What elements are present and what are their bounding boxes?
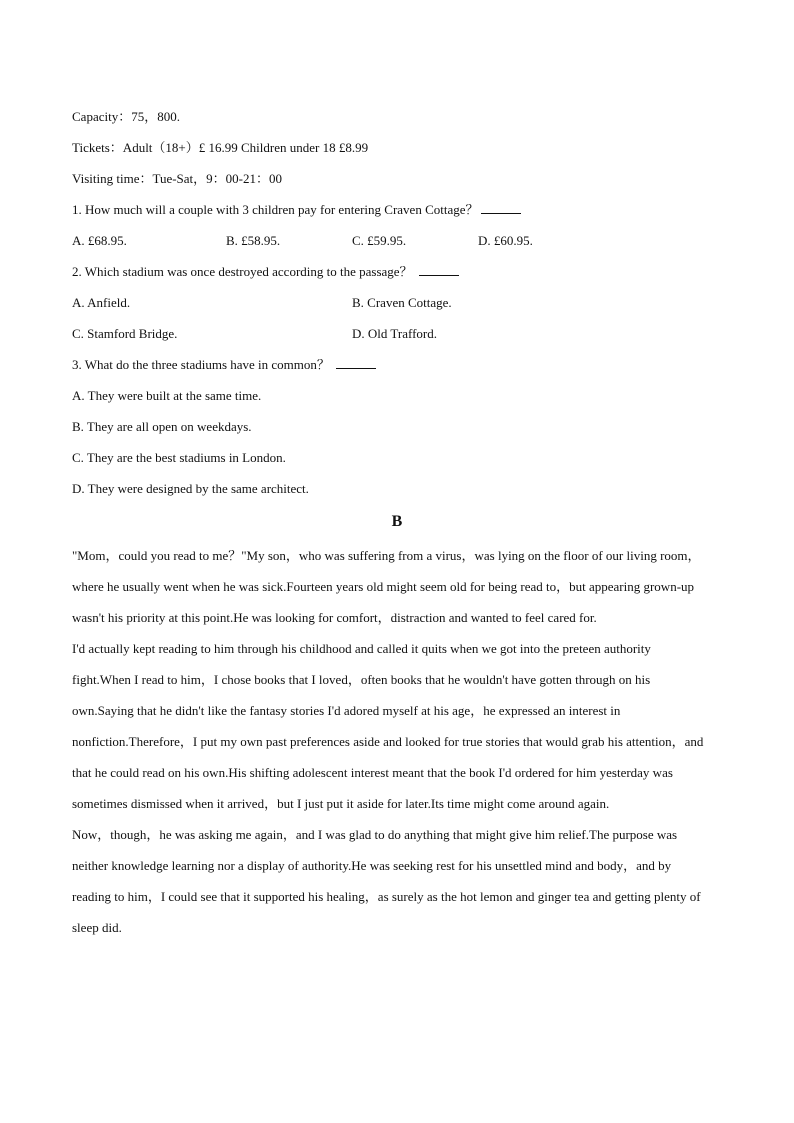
document-page [72, 101, 712, 943]
question-1-option-b: B. £58.95. [226, 233, 281, 248]
answer-blank [481, 201, 521, 214]
question-2-stem [72, 256, 712, 287]
question-1-stem [72, 194, 712, 225]
question-3-option-a: A. They were built at the same time. [72, 388, 262, 403]
answer-blank [336, 356, 376, 369]
question-1-option-a: A. £68.95. [72, 233, 127, 248]
question-3-option-b: B. They are all open on weekdays. [72, 419, 252, 434]
question-2-option-a: A. Anfield. [72, 295, 131, 310]
question-2-option-d: D. Old Trafford. [352, 326, 437, 341]
question-2-option-c: C. Stamford Bridge. [72, 326, 178, 341]
section-b-title: B [391, 513, 403, 530]
section-b-paragraph-2: I'd actually kept reading to him through his childhood and called it quits when we got into the preteen authority fight.When I read to him，I chose books that I loved，often books that he wouldn't have gotten through on his own.Saying that he didn't like the fantasy stories I'd adored myself at his age，he expressed an interest in nonfiction.Therefore，I put my own past preferences aside and looked for true stories that would grab his attention，and that he could read on his own.His shifting adolescent interest meant that the book I'd ordered for him yesterday was sometimes dismissed when it arrived，but I just put it aside for later.Its time might come around again. [72, 641, 704, 811]
question-3-text: 3. What do the three stadiums have in common？ [72, 357, 330, 372]
section-b-paragraph-3: Now，though，he was asking me again，and I was glad to do anything that might give him relief.The purpose was neither knowledge learning nor a display of authority.He was seeking rest for his unsettled mind and body，and by reading to him，I could see that it supported his healing，as surely as the hot lemon and ginger tea and getting plenty of sleep did. [72, 827, 701, 935]
visiting-time-line: Visiting time：Tue-Sat，9：00-21：00 [72, 171, 282, 186]
question-3-option-d: D. They were designed by the same architect. [72, 481, 309, 496]
tickets-line: Tickets：Adult（18+）£ 16.99 Children under 18 £8.99 [72, 140, 369, 155]
question-2-options-row-1 [72, 287, 712, 318]
section-b-paragraph-1: "Mom，could you read to me？"My son，who was suffering from a virus，was lying on the floor of our living room，where he usually went when he was sick.Fourteen years old might seem old for being read to，but appearing grown-up wasn't his priority at this point.He was looking for comfort，distraction and wanted to feel cared for. [72, 548, 701, 625]
capacity-line: Capacity：75，800. [72, 109, 180, 124]
question-1-text: 1. How much will a couple with 3 children pay for entering Craven Cottage？ [72, 202, 479, 217]
answer-blank [419, 263, 459, 276]
question-2-options-row-2 [72, 318, 712, 349]
question-3-stem [72, 349, 712, 380]
question-1-option-d: D. £60.95. [478, 233, 533, 248]
question-2-option-b: B. Craven Cottage. [352, 295, 452, 310]
question-1-options [72, 225, 712, 256]
question-2-text: 2. Which stadium was once destroyed according to the passage？ [72, 264, 413, 279]
question-1-option-c: C. £59.95. [352, 233, 407, 248]
question-3-option-c: C. They are the best stadiums in London. [72, 450, 286, 465]
